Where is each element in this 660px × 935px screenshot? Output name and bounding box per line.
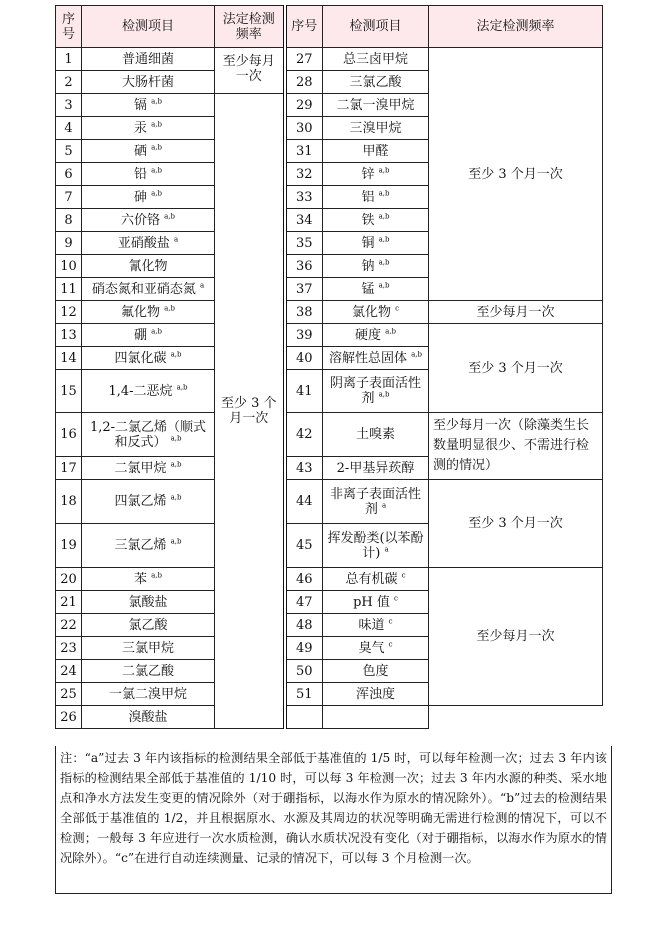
right-item-label: 2-甲基异莰醇 xyxy=(336,460,415,476)
right-item-name xyxy=(323,209,429,232)
right-item-footnote-mark: a xyxy=(381,501,387,510)
left-seq-number: 8 xyxy=(56,209,82,232)
right-seq-number: 47 xyxy=(285,591,323,614)
right-item-name xyxy=(323,163,429,186)
right-seq-number: 46 xyxy=(285,568,323,591)
left-item-label: 二氯乙酸 xyxy=(121,663,174,679)
header-freq-left: 法定检测频率 xyxy=(215,6,285,48)
left-item-name xyxy=(82,278,215,301)
right-frequency-cell: 至少每月一次（除藻类生长数量明显很少、不需进行检测的情况） xyxy=(429,413,603,480)
right-seq-number: 41 xyxy=(285,370,323,413)
right-item-label: 钠 xyxy=(361,258,375,274)
right-item-label: 锰 xyxy=(361,281,375,297)
left-seq-number: 5 xyxy=(56,140,82,163)
left-item-name xyxy=(82,186,215,209)
right-item-footnote-mark: a,b xyxy=(411,350,423,359)
left-item-footnote-mark: a,b xyxy=(170,493,182,502)
left-item-label: 硒 xyxy=(133,143,147,159)
right-item-label: 铁 xyxy=(361,212,375,228)
right-item-label: 总三卤甲烷 xyxy=(342,51,408,67)
left-item-footnote-mark: a,b xyxy=(170,537,182,546)
left-item-name xyxy=(82,457,215,480)
header-item-left: 检测项目 xyxy=(82,6,215,48)
right-item-label: 色度 xyxy=(362,663,389,679)
left-seq-number: 13 xyxy=(56,324,82,347)
right-item-name xyxy=(323,683,429,706)
left-item-label: 镉 xyxy=(133,97,147,113)
left-item-label: 四氯化碳 xyxy=(114,350,167,366)
left-seq-number: 4 xyxy=(56,117,82,140)
right-seq-number: 32 xyxy=(285,163,323,186)
table-row xyxy=(56,324,603,347)
right-item-label: 锌 xyxy=(361,166,375,182)
left-item-footnote-mark: a,b xyxy=(170,350,182,359)
right-seq-number: 44 xyxy=(285,480,323,524)
right-item-name xyxy=(323,637,429,660)
right-seq-number: 39 xyxy=(285,324,323,347)
right-seq-number: 45 xyxy=(285,524,323,568)
right-empty-item xyxy=(323,706,429,729)
left-item-name xyxy=(82,480,215,524)
right-item-label: 硬度 xyxy=(354,327,381,343)
left-item-label: 二氯甲烷 xyxy=(114,460,167,476)
left-item-label: 1,2-二氯乙烯（顺式和反式） xyxy=(89,419,207,450)
right-item-label: 挥发酚类(以苯酚计) xyxy=(327,530,424,561)
right-seq-number: 51 xyxy=(285,683,323,706)
inspection-frequency-table xyxy=(55,5,603,729)
left-item-label: 砷 xyxy=(133,189,147,205)
left-frequency-cell: 至少每月一次 xyxy=(215,48,285,94)
right-seq-number: 31 xyxy=(285,140,323,163)
left-item-footnote-mark: a,b xyxy=(170,460,182,469)
right-item-name xyxy=(323,94,429,117)
left-seq-number: 2 xyxy=(56,71,82,94)
left-item-label: 溴酸盐 xyxy=(128,709,168,725)
left-seq-number: 24 xyxy=(56,660,82,683)
left-item-name xyxy=(82,301,215,324)
left-seq-number: 14 xyxy=(56,347,82,370)
left-seq-number: 12 xyxy=(56,301,82,324)
right-seq-number: 38 xyxy=(285,301,323,324)
right-item-label: 土嗅素 xyxy=(355,427,395,442)
left-seq-number: 9 xyxy=(56,232,82,255)
right-item-label: 臭气 xyxy=(358,640,385,656)
left-item-name xyxy=(82,591,215,614)
left-item-name xyxy=(82,347,215,370)
left-item-label: 汞 xyxy=(133,120,147,136)
right-item-name xyxy=(323,255,429,278)
right-item-footnote-mark: c xyxy=(401,571,406,580)
left-item-footnote-mark: a xyxy=(199,281,205,290)
left-item-footnote-mark: a,b xyxy=(164,304,176,313)
right-item-name xyxy=(323,71,429,94)
right-item-name xyxy=(323,278,429,301)
right-item-name xyxy=(323,524,429,568)
right-item-label: 三氯乙酸 xyxy=(349,74,402,90)
left-item-footnote-mark: a,b xyxy=(151,97,163,106)
header-seq-left: 序号 xyxy=(56,6,82,48)
left-item-name xyxy=(82,637,215,660)
left-item-name xyxy=(82,163,215,186)
right-item-name xyxy=(323,568,429,591)
right-frequency-cell: 至少每月一次 xyxy=(429,301,603,324)
right-item-name xyxy=(323,140,429,163)
table-row xyxy=(56,568,603,591)
left-item-label: 氯酸盐 xyxy=(128,594,168,610)
left-item-footnote-mark: a,b xyxy=(164,212,176,221)
right-item-label: pH 值 xyxy=(353,594,390,610)
right-item-name xyxy=(323,324,429,347)
right-item-name xyxy=(323,457,429,480)
right-seq-number: 33 xyxy=(285,186,323,209)
right-seq-number: 37 xyxy=(285,278,323,301)
right-frequency-cell: 至少 3 个月一次 xyxy=(429,480,603,568)
right-item-footnote-mark: a,b xyxy=(378,390,390,399)
right-frequency-cell: 至少 3 个月一次 xyxy=(429,48,603,301)
left-item-label: 氰化物 xyxy=(128,258,168,274)
water-quality-table-page xyxy=(55,5,610,895)
right-item-label: 非离子表面活性剂 xyxy=(329,486,421,517)
left-item-name xyxy=(82,48,215,71)
right-seq-number: 35 xyxy=(285,232,323,255)
right-item-name xyxy=(323,370,429,413)
header-item-right: 检测项目 xyxy=(323,6,429,48)
right-seq-number: 36 xyxy=(285,255,323,278)
right-seq-number: 40 xyxy=(285,347,323,370)
left-seq-number: 22 xyxy=(56,614,82,637)
right-seq-number: 42 xyxy=(285,413,323,457)
right-item-label: 甲醛 xyxy=(362,143,389,159)
left-item-label: 硼 xyxy=(133,327,147,343)
left-item-footnote-mark: a xyxy=(173,235,179,244)
left-seq-number: 10 xyxy=(56,255,82,278)
right-item-name xyxy=(323,614,429,637)
left-item-name xyxy=(82,117,215,140)
left-seq-number: 21 xyxy=(56,591,82,614)
left-item-label: 氟化物 xyxy=(120,304,160,320)
left-item-footnote-mark: a,b xyxy=(170,434,182,443)
left-seq-number: 15 xyxy=(56,370,82,413)
right-item-label: 二氯一溴甲烷 xyxy=(336,97,415,113)
left-seq-number: 1 xyxy=(56,48,82,71)
right-item-label: 铝 xyxy=(361,189,375,205)
left-item-name xyxy=(82,683,215,706)
right-seq-number: 48 xyxy=(285,614,323,637)
right-item-name xyxy=(323,480,429,524)
header-freq-right: 法定检测频率 xyxy=(429,6,603,48)
right-item-footnote-mark: a,b xyxy=(378,258,390,267)
table-row xyxy=(56,301,603,324)
left-item-name xyxy=(82,209,215,232)
right-item-footnote-mark: a,b xyxy=(378,235,390,244)
right-item-name xyxy=(323,232,429,255)
left-item-footnote-mark: a,b xyxy=(151,166,163,175)
left-seq-number: 7 xyxy=(56,186,82,209)
right-item-label: 三溴甲烷 xyxy=(349,120,402,136)
left-item-name xyxy=(82,232,215,255)
left-seq-number: 17 xyxy=(56,457,82,480)
right-item-name xyxy=(323,591,429,614)
left-item-footnote-mark: a,b xyxy=(151,571,163,580)
left-item-footnote-mark: a,b xyxy=(151,120,163,129)
right-seq-number: 29 xyxy=(285,94,323,117)
left-item-label: 三氯乙烯 xyxy=(114,538,167,553)
left-seq-number: 16 xyxy=(56,413,82,457)
right-item-footnote-mark: a,b xyxy=(378,281,390,290)
left-seq-number: 11 xyxy=(56,278,82,301)
right-item-label: 浑浊度 xyxy=(355,686,395,702)
left-item-label: 普通细菌 xyxy=(121,51,174,67)
footnote: 注：“a”过去 3 年内该指标的检测结果全部低于基准值的 1/5 时，可以每年检测一次；过去 3 年内该指标的检测结果全部低于基准值的 1/10 时，可以每 3 年检测一次；过去 3 年内水源的种类、采水地点和净水方法发生变更的情况除外（对于硼指标，以海水作为原水的情况除外）。“b”过去的检测结果全部低于基准值的 1/2，并且根据原水、水源及其周边的状况等明确无需进行检测的情况下，可以不检测；一般每 3 年应进行一次水质检测，确认水质状况没有变化（对于硼指标，以海水作为原水的情况除外）。“c”在进行自动连续测量、记录的情况下，可以每 3 个月检测一次。 xyxy=(55,746,612,894)
left-item-name xyxy=(82,71,215,94)
right-item-name xyxy=(323,186,429,209)
right-item-name xyxy=(323,413,429,457)
left-seq-number: 23 xyxy=(56,637,82,660)
left-item-name xyxy=(82,660,215,683)
right-item-footnote-mark: c xyxy=(394,594,398,603)
right-seq-number: 50 xyxy=(285,660,323,683)
left-item-label: 大肠杆菌 xyxy=(121,74,174,90)
left-frequency-cell: 至少 3 个月一次 xyxy=(215,94,285,729)
left-item-label: 1,4-二恶烷 xyxy=(108,383,173,399)
left-item-name xyxy=(82,370,215,413)
left-item-name xyxy=(82,255,215,278)
left-item-name xyxy=(82,413,215,457)
right-frequency-cell: 至少 3 个月一次 xyxy=(429,324,603,413)
header-seq-right: 序号 xyxy=(285,6,323,48)
left-item-name xyxy=(82,524,215,568)
right-item-label: 味道 xyxy=(358,617,385,633)
left-item-label: 三氯甲烷 xyxy=(121,640,174,656)
right-item-label: 铜 xyxy=(361,235,375,251)
table-row xyxy=(56,706,603,729)
right-item-name xyxy=(323,117,429,140)
left-item-name xyxy=(82,140,215,163)
right-item-footnote-mark: a,b xyxy=(385,327,397,336)
right-item-label: 阴离子表面活性剂 xyxy=(329,376,421,406)
left-item-footnote-mark: a,b xyxy=(151,143,163,152)
left-seq-number: 19 xyxy=(56,524,82,568)
right-item-label: 氯化物 xyxy=(351,304,391,320)
left-item-label: 苯 xyxy=(133,571,147,587)
left-item-name xyxy=(82,94,215,117)
right-seq-number: 43 xyxy=(285,457,323,480)
left-item-label: 一氯二溴甲烷 xyxy=(108,686,187,702)
left-item-name xyxy=(82,614,215,637)
table-row xyxy=(56,413,603,457)
right-item-name xyxy=(323,48,429,71)
right-seq-number: 28 xyxy=(285,71,323,94)
left-item-label: 亚硝酸盐 xyxy=(117,235,170,251)
right-item-footnote-mark: a,b xyxy=(378,166,390,175)
right-seq-number: 30 xyxy=(285,117,323,140)
right-empty-seq xyxy=(285,706,323,729)
left-item-footnote-mark: a,b xyxy=(176,383,188,392)
left-item-label: 硝态氮和亚硝态氮 xyxy=(91,281,196,297)
left-item-name xyxy=(82,324,215,347)
left-item-footnote-mark: a,b xyxy=(151,189,163,198)
left-seq-number: 20 xyxy=(56,568,82,591)
left-item-label: 六价铬 xyxy=(120,212,160,228)
right-seq-number: 27 xyxy=(285,48,323,71)
right-frequency-cell: 至少每月一次 xyxy=(429,568,603,706)
left-item-label: 铅 xyxy=(133,166,147,182)
right-item-label: 总有机碳 xyxy=(345,571,398,587)
right-item-footnote-mark: c xyxy=(395,304,400,313)
left-item-footnote-mark: a,b xyxy=(151,327,163,336)
table-header-row xyxy=(56,6,603,48)
right-item-footnote-mark: c xyxy=(388,617,393,626)
table-row xyxy=(56,48,603,71)
left-seq-number: 18 xyxy=(56,480,82,524)
right-item-name xyxy=(323,301,429,324)
left-item-label: 四氯乙烯 xyxy=(114,494,167,509)
left-item-name xyxy=(82,568,215,591)
table-row xyxy=(56,480,603,524)
left-item-label: 氯乙酸 xyxy=(128,617,168,633)
right-item-footnote-mark: a,b xyxy=(378,189,390,198)
left-seq-number: 25 xyxy=(56,683,82,706)
right-item-label: 溶解性总固体 xyxy=(328,350,407,366)
left-seq-number: 26 xyxy=(56,706,82,729)
right-item-footnote-mark: a xyxy=(384,545,389,554)
right-seq-number: 34 xyxy=(285,209,323,232)
right-item-footnote-mark: c xyxy=(388,640,393,649)
right-item-footnote-mark: a,b xyxy=(378,212,390,221)
left-seq-number: 3 xyxy=(56,94,82,117)
right-item-name xyxy=(323,660,429,683)
right-seq-number: 49 xyxy=(285,637,323,660)
right-item-name xyxy=(323,347,429,370)
left-item-name xyxy=(82,706,215,729)
left-seq-number: 6 xyxy=(56,163,82,186)
